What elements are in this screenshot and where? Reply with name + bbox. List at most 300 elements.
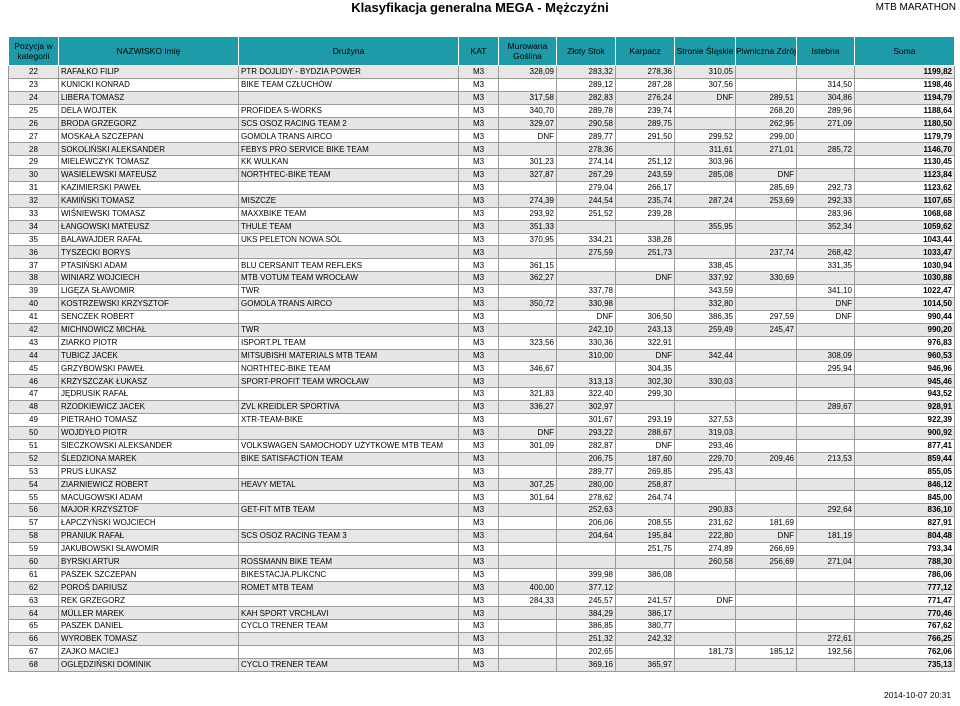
name-cell: PRUS ŁUKASZ <box>59 465 239 478</box>
header-team: Drużyna <box>239 37 459 66</box>
zloty-stok-cell <box>557 555 616 568</box>
murowana-goslina-cell <box>499 620 557 633</box>
team-cell: BIKE TEAM CZŁUCHÓW <box>239 78 459 91</box>
istebna-cell: 268,42 <box>797 246 855 259</box>
category-cell: M3 <box>459 349 499 362</box>
header-row <box>9 37 955 66</box>
position-cell: 66 <box>9 633 59 646</box>
karpacz-cell <box>616 581 675 594</box>
stronie-slaskie-cell <box>675 207 736 220</box>
istebna-cell <box>797 478 855 491</box>
name-cell: WYROBEK TOMASZ <box>59 633 239 646</box>
team-cell: BLU CERSANIT TEAM REFLEKS <box>239 259 459 272</box>
table-row <box>9 182 955 195</box>
team-cell: ISPORT.PL TEAM <box>239 336 459 349</box>
table-row <box>9 91 955 104</box>
position-cell: 43 <box>9 336 59 349</box>
karpacz-cell: 380,77 <box>616 620 675 633</box>
karpacz-cell: 322,91 <box>616 336 675 349</box>
stronie-slaskie-cell: 260,58 <box>675 555 736 568</box>
category-cell: M3 <box>459 336 499 349</box>
piwniczna-zdroj-cell <box>736 439 797 452</box>
murowana-goslina-cell: 293,92 <box>499 207 557 220</box>
istebna-cell <box>797 414 855 427</box>
category-cell: M3 <box>459 285 499 298</box>
piwniczna-zdroj-cell <box>736 285 797 298</box>
name-cell: KOSTRZEWSKI KRZYSZTOF <box>59 298 239 311</box>
zloty-stok-cell: 204,64 <box>557 530 616 543</box>
name-cell: KRZYSZCZAK ŁUKASZ <box>59 375 239 388</box>
table-row <box>9 478 955 491</box>
category-cell: M3 <box>459 478 499 491</box>
table-row <box>9 156 955 169</box>
category-cell: M3 <box>459 414 499 427</box>
name-cell: MOSKAŁA SZCZEPAN <box>59 130 239 143</box>
brand-label: MTB MARATHON <box>875 2 956 13</box>
zloty-stok-cell: 283,32 <box>557 66 616 79</box>
table-row <box>9 143 955 156</box>
category-cell: M3 <box>459 310 499 323</box>
stronie-slaskie-cell <box>675 104 736 117</box>
zloty-stok-cell: 310,00 <box>557 349 616 362</box>
category-cell: M3 <box>459 607 499 620</box>
team-cell: MITSUBISHI MATERIALS MTB TEAM <box>239 349 459 362</box>
karpacz-cell: 304,35 <box>616 362 675 375</box>
murowana-goslina-cell <box>499 310 557 323</box>
sum-cell: 945,46 <box>855 375 955 388</box>
istebna-cell: 304,86 <box>797 91 855 104</box>
murowana-goslina-cell <box>499 504 557 517</box>
name-cell: PIETRAHO TOMASZ <box>59 414 239 427</box>
karpacz-cell: 386,08 <box>616 568 675 581</box>
position-cell: 28 <box>9 143 59 156</box>
name-cell: LIGĘZA SŁAWOMIR <box>59 285 239 298</box>
piwniczna-zdroj-cell: 299,00 <box>736 130 797 143</box>
sum-cell: 846,12 <box>855 478 955 491</box>
zloty-stok-cell: 245,57 <box>557 594 616 607</box>
table-row <box>9 362 955 375</box>
stronie-slaskie-cell <box>675 182 736 195</box>
position-cell: 37 <box>9 259 59 272</box>
murowana-goslina-cell <box>499 517 557 530</box>
piwniczna-zdroj-cell <box>736 78 797 91</box>
stronie-slaskie-cell <box>675 633 736 646</box>
piwniczna-zdroj-cell <box>736 491 797 504</box>
istebna-cell <box>797 323 855 336</box>
team-cell: PTR DOJLIDY - BYDZIA POWER <box>239 66 459 79</box>
sum-cell: 788,30 <box>855 555 955 568</box>
stronie-slaskie-cell: 229,70 <box>675 452 736 465</box>
category-cell: M3 <box>459 465 499 478</box>
istebna-cell: DNF <box>797 298 855 311</box>
header-sum: Suma <box>855 37 955 66</box>
table-row <box>9 66 955 79</box>
piwniczna-zdroj-cell <box>736 298 797 311</box>
category-cell: M3 <box>459 323 499 336</box>
position-cell: 27 <box>9 130 59 143</box>
istebna-cell: 314,50 <box>797 78 855 91</box>
category-cell: M3 <box>459 104 499 117</box>
karpacz-cell: 264,74 <box>616 491 675 504</box>
karpacz-cell: 235,74 <box>616 194 675 207</box>
category-cell: M3 <box>459 156 499 169</box>
murowana-goslina-cell <box>499 452 557 465</box>
zloty-stok-cell: 282,87 <box>557 439 616 452</box>
name-cell: SOKOLIŃSKI ALEKSANDER <box>59 143 239 156</box>
table-row <box>9 452 955 465</box>
piwniczna-zdroj-cell: DNF <box>736 169 797 182</box>
istebna-cell <box>797 439 855 452</box>
table-row <box>9 646 955 659</box>
sum-cell: 1059,62 <box>855 220 955 233</box>
team-cell: SPORT-PROFIT TEAM WROCŁAW <box>239 375 459 388</box>
position-cell: 23 <box>9 78 59 91</box>
sum-cell: 1123,62 <box>855 182 955 195</box>
team-cell <box>239 491 459 504</box>
karpacz-cell: 306,50 <box>616 310 675 323</box>
murowana-goslina-cell <box>499 285 557 298</box>
sum-cell: 766,25 <box>855 633 955 646</box>
stronie-slaskie-cell: 274,89 <box>675 542 736 555</box>
istebna-cell <box>797 542 855 555</box>
stronie-slaskie-cell: 338,45 <box>675 259 736 272</box>
team-cell: GOMOLA TRANS AIRCO <box>239 130 459 143</box>
position-cell: 51 <box>9 439 59 452</box>
position-cell: 55 <box>9 491 59 504</box>
murowana-goslina-cell: 328,09 <box>499 66 557 79</box>
piwniczna-zdroj-cell: 253,69 <box>736 194 797 207</box>
category-cell: M3 <box>459 401 499 414</box>
zloty-stok-cell: 313,13 <box>557 375 616 388</box>
stronie-slaskie-cell: DNF <box>675 594 736 607</box>
karpacz-cell: DNF <box>616 349 675 362</box>
zloty-stok-cell: 202,65 <box>557 646 616 659</box>
sum-cell: 827,91 <box>855 517 955 530</box>
piwniczna-zdroj-cell <box>736 414 797 427</box>
position-cell: 24 <box>9 91 59 104</box>
murowana-goslina-cell: 301,23 <box>499 156 557 169</box>
karpacz-cell: 241,57 <box>616 594 675 607</box>
position-cell: 67 <box>9 646 59 659</box>
istebna-cell <box>797 233 855 246</box>
category-cell: M3 <box>459 117 499 130</box>
table-row <box>9 607 955 620</box>
karpacz-cell: 258,87 <box>616 478 675 491</box>
category-cell: M3 <box>459 78 499 91</box>
zloty-stok-cell: 280,00 <box>557 478 616 491</box>
page-title: Klasyfikacja generalna MEGA - Mężczyźni <box>351 0 609 15</box>
zloty-stok-cell: 301,67 <box>557 414 616 427</box>
position-cell: 60 <box>9 555 59 568</box>
istebna-cell: 292,73 <box>797 182 855 195</box>
table-row <box>9 581 955 594</box>
category-cell: M3 <box>459 581 499 594</box>
sum-cell: 1033,47 <box>855 246 955 259</box>
position-cell: 40 <box>9 298 59 311</box>
header-position: Pozycja w kategorii <box>9 37 59 66</box>
category-cell: M3 <box>459 246 499 259</box>
name-cell: MÜLLER MAREK <box>59 607 239 620</box>
stronie-slaskie-cell: 295,43 <box>675 465 736 478</box>
piwniczna-zdroj-cell: 209,46 <box>736 452 797 465</box>
stronie-slaskie-cell: 343,59 <box>675 285 736 298</box>
team-cell: SCS OSOZ RACING TEAM 2 <box>239 117 459 130</box>
sum-cell: 1043,44 <box>855 233 955 246</box>
stronie-slaskie-cell: 181,73 <box>675 646 736 659</box>
piwniczna-zdroj-cell <box>736 607 797 620</box>
category-cell: M3 <box>459 130 499 143</box>
zloty-stok-cell <box>557 542 616 555</box>
position-cell: 38 <box>9 272 59 285</box>
team-cell: MAXXBIKE TEAM <box>239 207 459 220</box>
position-cell: 47 <box>9 388 59 401</box>
table-row <box>9 439 955 452</box>
position-cell: 45 <box>9 362 59 375</box>
name-cell: ZIARKO PIOTR <box>59 336 239 349</box>
karpacz-cell: 251,12 <box>616 156 675 169</box>
position-cell: 31 <box>9 182 59 195</box>
murowana-goslina-cell <box>499 323 557 336</box>
murowana-goslina-cell: 327,87 <box>499 169 557 182</box>
name-cell: KAMIŃSKI TOMASZ <box>59 194 239 207</box>
sum-cell: 1068,68 <box>855 207 955 220</box>
murowana-goslina-cell: 329,07 <box>499 117 557 130</box>
sum-cell: 836,10 <box>855 504 955 517</box>
table-row <box>9 388 955 401</box>
zloty-stok-cell: 334,21 <box>557 233 616 246</box>
position-cell: 58 <box>9 530 59 543</box>
team-cell: KAH SPORT VRCHLAVI <box>239 607 459 620</box>
piwniczna-zdroj-cell <box>736 233 797 246</box>
murowana-goslina-cell <box>499 568 557 581</box>
table-row <box>9 568 955 581</box>
category-cell: M3 <box>459 220 499 233</box>
team-cell: ZVL KREIDLER SPORTIVA <box>239 401 459 414</box>
name-cell: ZIARNIEWICZ ROBERT <box>59 478 239 491</box>
zloty-stok-cell: 242,10 <box>557 323 616 336</box>
name-cell: TYSZECKI BORYS <box>59 246 239 259</box>
category-cell: M3 <box>459 646 499 659</box>
murowana-goslina-cell: 274,39 <box>499 194 557 207</box>
murowana-goslina-cell <box>499 246 557 259</box>
category-cell: M3 <box>459 542 499 555</box>
karpacz-cell: 278,36 <box>616 66 675 79</box>
team-cell <box>239 182 459 195</box>
zloty-stok-cell: 322,40 <box>557 388 616 401</box>
stronie-slaskie-cell <box>675 336 736 349</box>
table-row <box>9 298 955 311</box>
piwniczna-zdroj-cell: 266,69 <box>736 542 797 555</box>
murowana-goslina-cell <box>499 607 557 620</box>
sum-cell: 1030,94 <box>855 259 955 272</box>
zloty-stok-cell: 251,52 <box>557 207 616 220</box>
piwniczna-zdroj-cell: DNF <box>736 530 797 543</box>
category-cell: M3 <box>459 375 499 388</box>
table-row <box>9 272 955 285</box>
sum-cell: 793,34 <box>855 542 955 555</box>
piwniczna-zdroj-cell: 245,47 <box>736 323 797 336</box>
sum-cell: 1030,88 <box>855 272 955 285</box>
name-cell: BRODA GRZEGORZ <box>59 117 239 130</box>
stronie-slaskie-cell <box>675 401 736 414</box>
position-cell: 62 <box>9 581 59 594</box>
istebna-cell <box>797 594 855 607</box>
category-cell: M3 <box>459 530 499 543</box>
name-cell: WIŚNIEWSKI TOMASZ <box>59 207 239 220</box>
header-istebna: Istebna <box>797 37 855 66</box>
karpacz-cell: 269,85 <box>616 465 675 478</box>
table-row <box>9 78 955 91</box>
name-cell: MAJOR KRZYSZTOF <box>59 504 239 517</box>
zloty-stok-cell: 289,78 <box>557 104 616 117</box>
category-cell: M3 <box>459 491 499 504</box>
sum-cell: 855,05 <box>855 465 955 478</box>
sum-cell: 1146,70 <box>855 143 955 156</box>
piwniczna-zdroj-cell: 237,74 <box>736 246 797 259</box>
istebna-cell <box>797 66 855 79</box>
header-zloty-stok: Złoty Stok <box>557 37 616 66</box>
position-cell: 54 <box>9 478 59 491</box>
karpacz-cell <box>616 285 675 298</box>
murowana-goslina-cell <box>499 542 557 555</box>
istebna-cell: 285,72 <box>797 143 855 156</box>
table-row <box>9 633 955 646</box>
position-cell: 41 <box>9 310 59 323</box>
name-cell: OGLĘDZIŃSKI DOMINIK <box>59 658 239 671</box>
stronie-slaskie-cell: 319,03 <box>675 426 736 439</box>
zloty-stok-cell: 278,62 <box>557 491 616 504</box>
piwniczna-zdroj-cell: 297,59 <box>736 310 797 323</box>
position-cell: 44 <box>9 349 59 362</box>
table-row <box>9 375 955 388</box>
sum-cell: 767,62 <box>855 620 955 633</box>
istebna-cell <box>797 607 855 620</box>
istebna-cell <box>797 336 855 349</box>
istebna-cell: 283,96 <box>797 207 855 220</box>
istebna-cell: 341,10 <box>797 285 855 298</box>
position-cell: 52 <box>9 452 59 465</box>
results-table <box>8 36 955 672</box>
sum-cell: 1194,79 <box>855 91 955 104</box>
murowana-goslina-cell: 346,67 <box>499 362 557 375</box>
category-cell: M3 <box>459 555 499 568</box>
sum-cell: 804,48 <box>855 530 955 543</box>
murowana-goslina-cell: 370,95 <box>499 233 557 246</box>
murowana-goslina-cell <box>499 646 557 659</box>
istebna-cell <box>797 272 855 285</box>
istebna-cell: 181,19 <box>797 530 855 543</box>
position-cell: 33 <box>9 207 59 220</box>
sum-cell: 1130,45 <box>855 156 955 169</box>
name-cell: REK GRZEGORZ <box>59 594 239 607</box>
sum-cell: 922,39 <box>855 414 955 427</box>
karpacz-cell: 251,75 <box>616 542 675 555</box>
position-cell: 57 <box>9 517 59 530</box>
stronie-slaskie-cell: 332,80 <box>675 298 736 311</box>
header-murowana-goslina: Murowana Goślina <box>499 37 557 66</box>
karpacz-cell <box>616 555 675 568</box>
stronie-slaskie-cell: 311,61 <box>675 143 736 156</box>
table-row <box>9 530 955 543</box>
zloty-stok-cell <box>557 362 616 375</box>
piwniczna-zdroj-cell: 181,69 <box>736 517 797 530</box>
name-cell: MIELEWCZYK TOMASZ <box>59 156 239 169</box>
istebna-cell: 295,94 <box>797 362 855 375</box>
name-cell: KUNICKI KONRAD <box>59 78 239 91</box>
sum-cell: 990,44 <box>855 310 955 323</box>
stronie-slaskie-cell <box>675 388 736 401</box>
murowana-goslina-cell: DNF <box>499 130 557 143</box>
sum-cell: 770,46 <box>855 607 955 620</box>
zloty-stok-cell: 279,04 <box>557 182 616 195</box>
category-cell: M3 <box>459 388 499 401</box>
category-cell: M3 <box>459 362 499 375</box>
team-cell <box>239 646 459 659</box>
zloty-stok-cell: 289,77 <box>557 130 616 143</box>
name-cell: PTASIŃSKI ADAM <box>59 259 239 272</box>
table-row <box>9 246 955 259</box>
table-row <box>9 658 955 671</box>
category-cell: M3 <box>459 452 499 465</box>
murowana-goslina-cell: DNF <box>499 426 557 439</box>
karpacz-cell: 386,17 <box>616 607 675 620</box>
position-cell: 61 <box>9 568 59 581</box>
category-cell: M3 <box>459 169 499 182</box>
piwniczna-zdroj-cell: 262,95 <box>736 117 797 130</box>
zloty-stok-cell: 274,14 <box>557 156 616 169</box>
karpacz-cell <box>616 298 675 311</box>
category-cell: M3 <box>459 194 499 207</box>
zloty-stok-cell: 337,78 <box>557 285 616 298</box>
piwniczna-zdroj-cell <box>736 620 797 633</box>
stronie-slaskie-cell: 342,44 <box>675 349 736 362</box>
piwniczna-zdroj-cell <box>736 658 797 671</box>
piwniczna-zdroj-cell <box>736 426 797 439</box>
karpacz-cell: 338,28 <box>616 233 675 246</box>
karpacz-cell: 242,32 <box>616 633 675 646</box>
name-cell: JĘDRUSIK RAFAŁ <box>59 388 239 401</box>
table-row <box>9 349 955 362</box>
zloty-stok-cell: 330,98 <box>557 298 616 311</box>
category-cell: M3 <box>459 439 499 452</box>
istebna-cell: 272,61 <box>797 633 855 646</box>
team-cell: MTB VOTUM TEAM WROCŁAW <box>239 272 459 285</box>
name-cell: TUBICZ JACEK <box>59 349 239 362</box>
team-cell: FEBYS PRO SERVICE BIKE TEAM <box>239 143 459 156</box>
karpacz-cell <box>616 220 675 233</box>
sum-cell: 777,12 <box>855 581 955 594</box>
istebna-cell: DNF <box>797 310 855 323</box>
piwniczna-zdroj-cell <box>736 401 797 414</box>
team-cell: XTR-TEAM-BIKE <box>239 414 459 427</box>
zloty-stok-cell: 206,06 <box>557 517 616 530</box>
position-cell: 48 <box>9 401 59 414</box>
name-cell: PASZEK SZCZEPAN <box>59 568 239 581</box>
karpacz-cell <box>616 504 675 517</box>
position-cell: 42 <box>9 323 59 336</box>
karpacz-cell: 239,74 <box>616 104 675 117</box>
murowana-goslina-cell: 317,58 <box>499 91 557 104</box>
piwniczna-zdroj-cell: 330,69 <box>736 272 797 285</box>
stronie-slaskie-cell <box>675 620 736 633</box>
piwniczna-zdroj-cell: 256,69 <box>736 555 797 568</box>
name-cell: WOJDYŁO PIOTR <box>59 426 239 439</box>
istebna-cell: 213,53 <box>797 452 855 465</box>
istebna-cell <box>797 130 855 143</box>
category-cell: M3 <box>459 633 499 646</box>
name-cell: POROŚ DARIUSZ <box>59 581 239 594</box>
zloty-stok-cell: 275,59 <box>557 246 616 259</box>
